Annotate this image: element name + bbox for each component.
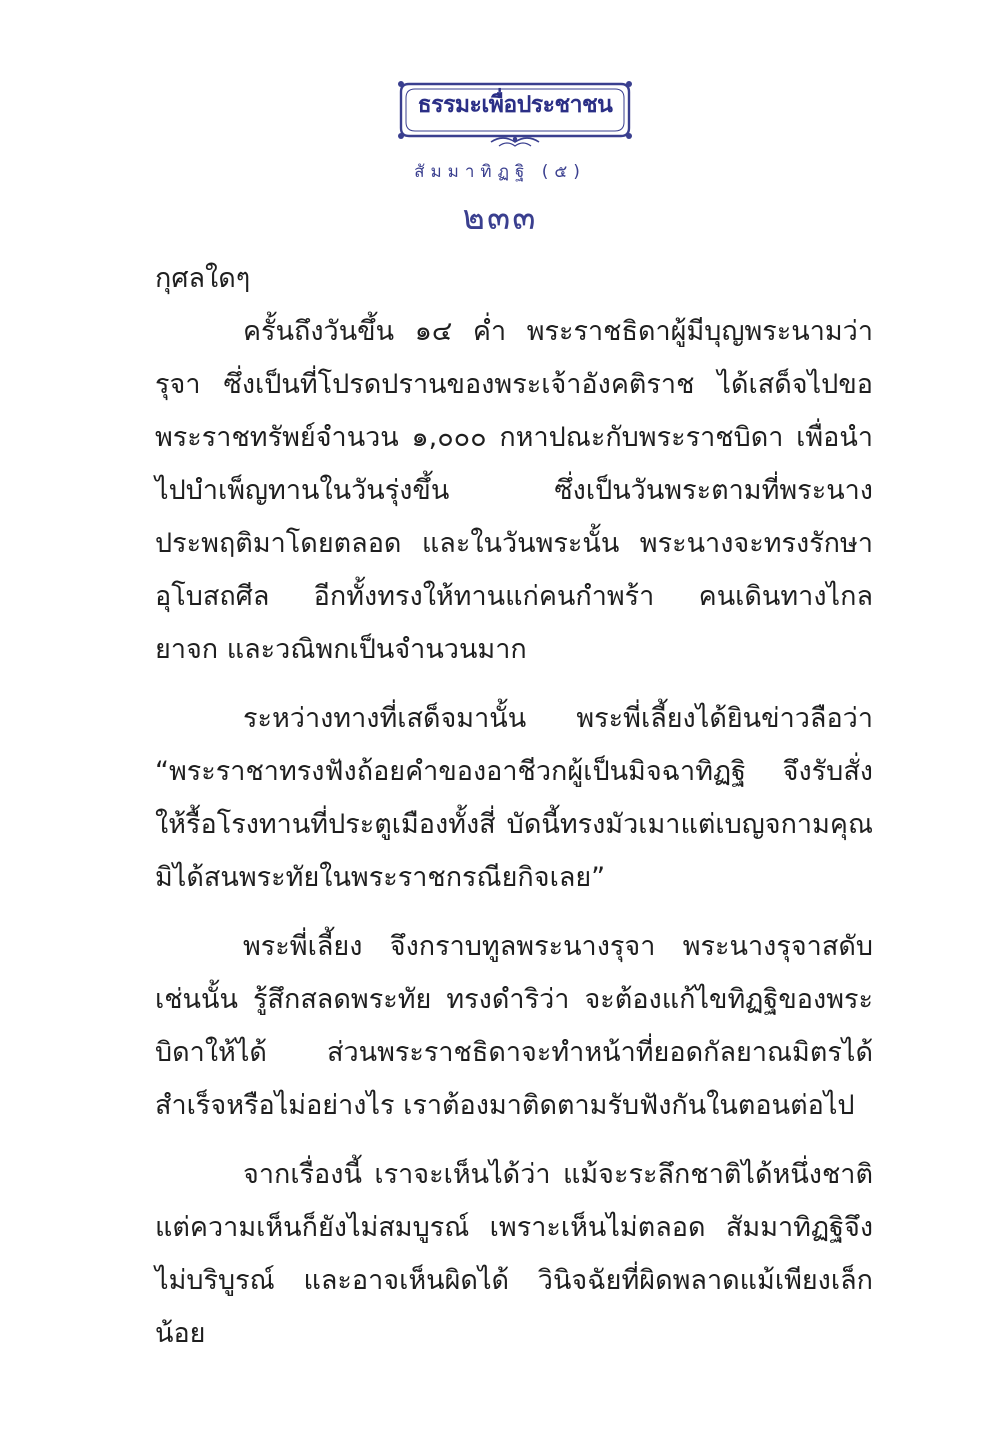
paragraph: ครั้นถึงวันขึ้น ๑๔ ค่ำ พระราชธิดาผู้มีบุญพระนามว่า รุจา ซึ่งเป็นที่โปรดปรานของพระเจ้าอังคติราช ได้เสด็จไปขอพระราชทรัพย์จำนวน ๑,๐๐๐ กหาปณะกับพระราชบิดา เพื่อนำไปบำเพ็ญทานในวันรุ่งขึ้น ซึ่งเป็นวันพระตามที่พระนางประพฤติมาโดยตลอด และในวันพระนั้น พระนางจะทรงรักษาอุโบสถศีล อีกทั้งทรงให้ทานแก่คนกำพร้า คนเดินทางไกล ยาจก และวณิพกเป็นจำนวนมาก [155, 316, 873, 665]
body-text [155, 252, 873, 1360]
page-number: ๒๓๓ [462, 198, 538, 238]
paragraph: ระหว่างทางที่เสด็จมานั้น พระพี่เลี้ยงได้ยินข่าวลือว่า “พระราชาทรงฟังถ้อยคำของอาชีวกผู้เป็นมิจฉาทิฏฐิ จึงรับสั่งให้รื้อโรงทานที่ประตูเมืองทั้งสี่ บัดนี้ทรงมัวเมาแต่เบญจกามคุณ มิได้สนพระทัยในพระราชกรณียกิจเลย” [155, 703, 873, 893]
paragraph: จากเรื่องนี้ เราจะเห็นได้ว่า แม้จะระลึกชาติได้หนึ่งชาติ แต่ความเห็นก็ยังไม่สมบูรณ์ เพราะเห็นไม่ตลอด สัมมาทิฏฐิจึงไม่บริบูรณ์ และอาจเห็นผิดได้ วินิจฉัยที่ผิดพลาดแม้เพียงเล็กน้อย [155, 1159, 873, 1349]
header-logo [395, 78, 635, 150]
paragraph: พระพี่เลี้ยง จึงกราบทูลพระนางรุจา พระนางรุจาสดับเช่นนั้น รู้สึกสลดพระทัย ทรงดำริว่า จะต้องแก้ไขทิฏฐิของพระบิดาให้ได้ ส่วนพระราชธิดาจะทำหน้าที่ยอดกัลยาณมิตรได้สำเร็จหรือไม่อย่างไร เราต้องมาติดตามรับฟังกันในตอนต่อไป [155, 931, 873, 1121]
paragraph: กุศลใดๆ [155, 263, 251, 294]
chapter-subtitle: สัมมาทิฏฐิ (๕) [414, 162, 586, 182]
logo-text: ธรรมะเพื่อประชาชน [417, 92, 613, 118]
